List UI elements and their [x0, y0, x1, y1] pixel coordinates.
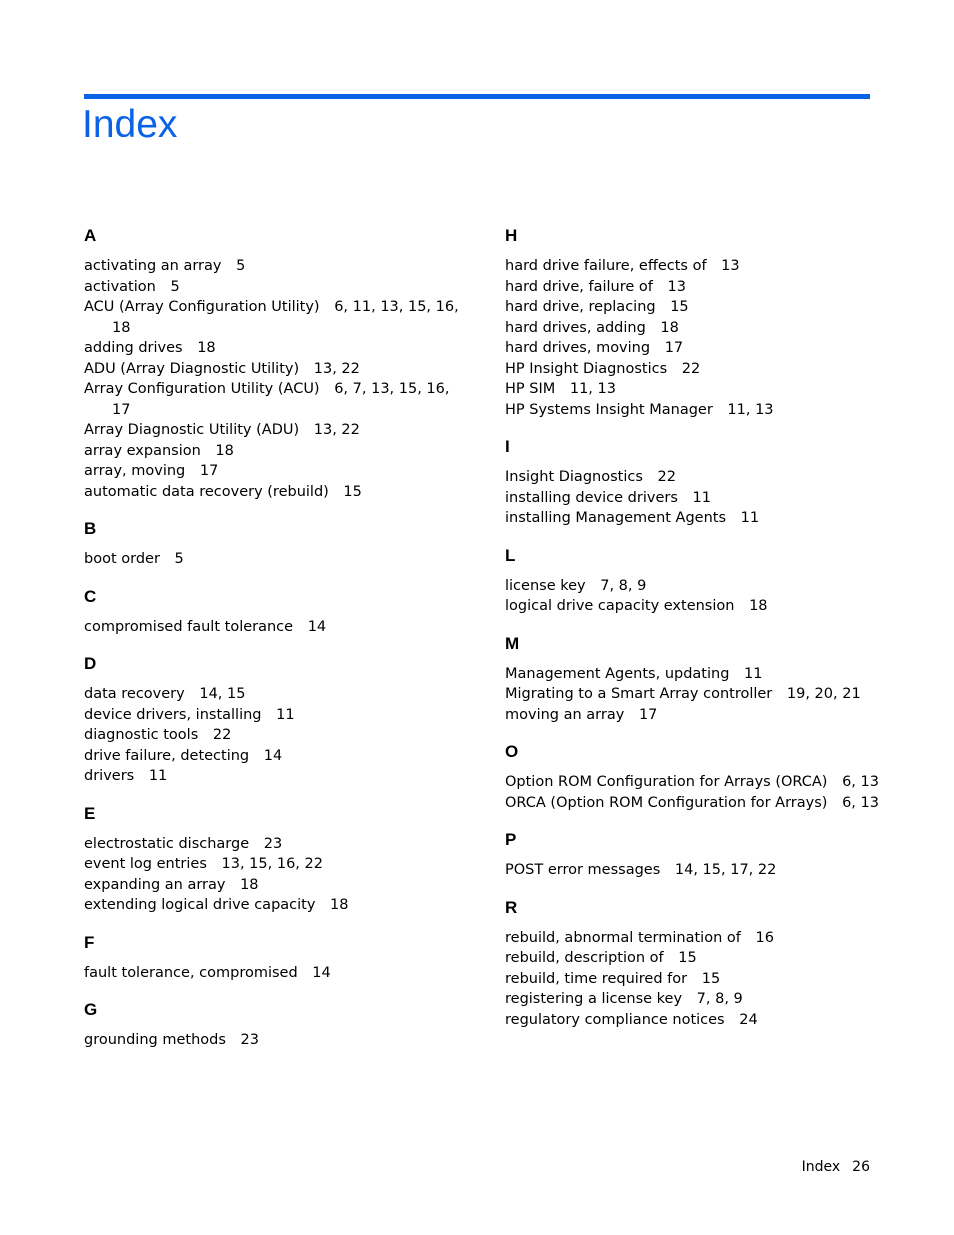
index-term: fault tolerance, compromised: [84, 964, 298, 981]
index-page-refs[interactable]: 7, 8, 9: [696, 991, 743, 1007]
index-term: Insight Diagnostics: [505, 469, 643, 485]
index-section-p: [505, 828, 885, 881]
index-entry: [505, 359, 885, 380]
index-entry: [84, 461, 464, 482]
footer-label: Index: [801, 1159, 841, 1175]
index-page-refs[interactable]: 14: [307, 618, 327, 635]
index-entry: [84, 420, 464, 441]
index-page-refs[interactable]: 13, 22: [313, 360, 360, 377]
index-entry: [84, 441, 464, 462]
index-page-refs[interactable]: 19, 20, 21: [786, 686, 861, 702]
index-term: array, moving: [84, 463, 186, 479]
index-term: diagnostic tools: [84, 727, 199, 743]
index-page-refs[interactable]: 6, 13: [842, 774, 879, 790]
page-footer: [802, 1157, 870, 1177]
index-section-f: [84, 931, 464, 984]
index-page-refs[interactable]: 18: [660, 319, 679, 336]
index-page-refs[interactable]: 14, 15, 17, 22: [674, 862, 777, 878]
page-title: Index: [82, 103, 178, 146]
index-entry: [505, 928, 885, 949]
index-term: boot order: [84, 551, 160, 567]
index-page-refs[interactable]: 5: [170, 278, 180, 295]
index-entry: [84, 359, 464, 380]
index-term: Option ROM Configuration for Arrays (ORCA): [505, 774, 828, 790]
index-page-refs[interactable]: 11: [276, 706, 295, 723]
index-entry: [505, 1010, 885, 1031]
section-letter: C: [84, 586, 97, 606]
index-page-refs[interactable]: 24: [739, 1011, 758, 1028]
section-letter: B: [84, 519, 97, 538]
index-term: registering a license key: [505, 991, 683, 1007]
index-term: drivers: [84, 768, 135, 784]
index-entry: [505, 338, 885, 359]
index-entry: [505, 705, 885, 726]
index-term: Management Agents, updating: [505, 665, 730, 682]
index-term: electrostatic discharge: [84, 835, 250, 852]
index-entry: [505, 400, 885, 421]
index-entry: [84, 746, 464, 767]
index-term: device drivers, installing: [84, 706, 262, 723]
index-page-refs[interactable]: 6, 11, 13, 15, 16, 18: [112, 299, 459, 336]
index-page-refs[interactable]: 6, 7, 13, 15, 16, 17: [112, 381, 450, 418]
index-page-refs[interactable]: 18: [197, 340, 216, 356]
index-term: rebuild, description of: [505, 950, 664, 966]
index-entry: [84, 684, 464, 705]
index-entry: [84, 705, 464, 726]
index-page-refs[interactable]: 5: [174, 551, 184, 567]
index-page-refs[interactable]: 23: [240, 1032, 259, 1048]
section-letter: F: [84, 932, 95, 952]
index-page-refs[interactable]: 14, 15: [199, 686, 246, 702]
footer-page-number: 26: [852, 1159, 870, 1175]
index-term: ACU (Array Configuration Utility): [84, 299, 320, 315]
index-entry: [84, 1030, 464, 1051]
index-term: Migrating to a Smart Array controller: [505, 686, 773, 702]
index-page-refs[interactable]: 5: [236, 258, 246, 274]
index-section-b: [84, 517, 464, 570]
index-page-refs[interactable]: 18: [240, 876, 259, 893]
index-entry: [84, 834, 464, 855]
index-term: array expansion: [84, 442, 201, 459]
index-term: automatic data recovery (rebuild): [84, 483, 329, 500]
index-entry: [505, 256, 885, 277]
index-entry: [84, 482, 464, 503]
index-page-refs[interactable]: 16: [755, 929, 774, 946]
index-entry: [84, 338, 464, 359]
index-term: event log entries: [84, 856, 207, 872]
index-page-refs[interactable]: 11, 13: [569, 381, 616, 397]
index-page-refs[interactable]: 17: [199, 463, 219, 479]
index-page-refs[interactable]: 13: [721, 258, 740, 274]
index-term: extending logical drive capacity: [84, 897, 316, 913]
index-term: activating an array: [84, 258, 222, 274]
index-entry: [505, 969, 885, 990]
index-page-refs[interactable]: 14: [263, 747, 283, 764]
index-page-refs[interactable]: 13: [667, 278, 686, 295]
index-entry: [84, 895, 464, 916]
index-page-refs[interactable]: 11: [744, 665, 763, 682]
index-page-refs[interactable]: 22: [681, 360, 701, 377]
index-entry: [84, 875, 464, 896]
index-entry: [505, 379, 885, 400]
index-entry: [505, 297, 885, 318]
index-term: hard drive, replacing: [505, 299, 656, 315]
index-page-refs[interactable]: 7, 8, 9: [600, 577, 647, 594]
index-term: logical drive capacity extension: [505, 598, 735, 614]
index-term: HP Systems Insight Manager: [505, 401, 713, 418]
index-page-refs[interactable]: 11: [740, 510, 760, 526]
index-term: regulatory compliance notices: [505, 1011, 725, 1028]
index-page-refs[interactable]: 15: [670, 299, 689, 315]
index-term: license key: [505, 577, 586, 594]
index-page-refs[interactable]: 18: [215, 442, 234, 459]
index-term: installing device drivers: [505, 489, 678, 506]
index-page-refs[interactable]: 18: [330, 897, 349, 913]
index-section-i: [505, 435, 885, 529]
index-entry: [505, 860, 885, 881]
index-section-h: [505, 224, 885, 420]
index-entry: [505, 989, 885, 1010]
index-page-refs[interactable]: 17: [638, 706, 658, 723]
index-entry: [84, 963, 464, 984]
section-letter: L: [505, 545, 516, 565]
index-term: Array Configuration Utility (ACU): [84, 381, 320, 397]
index-entry: [505, 948, 885, 969]
index-page-refs[interactable]: 14: [312, 964, 331, 981]
index-entry: [84, 549, 464, 570]
index-entry: [84, 854, 464, 875]
index-entry: [84, 277, 464, 298]
index-entry: [505, 772, 885, 793]
index-page-refs[interactable]: 11: [692, 489, 711, 506]
index-page-refs[interactable]: 6, 13: [842, 794, 879, 811]
index-page-refs[interactable]: 17: [664, 340, 684, 356]
index-section-d: [84, 652, 464, 787]
index-section-e: [84, 802, 464, 916]
index-entry: [84, 256, 464, 277]
index-entry: [505, 467, 885, 488]
index-entry: [505, 793, 885, 814]
index-page-refs[interactable]: 15: [343, 483, 362, 500]
index-term: hard drive, failure of: [505, 278, 653, 295]
index-term: hard drive failure, effects of: [505, 258, 707, 274]
index-entry: [84, 379, 464, 420]
section-letter: O: [505, 742, 519, 761]
index-term: data recovery: [84, 686, 185, 702]
index-entry: [505, 684, 885, 705]
index-term: installing Management Agents: [505, 510, 727, 526]
index-term: activation: [84, 278, 156, 295]
section-letter: G: [84, 1000, 98, 1019]
index-entry: [505, 576, 885, 597]
index-entry: [84, 617, 464, 638]
section-letter: A: [84, 226, 97, 245]
section-letter: H: [505, 226, 518, 245]
index-term: compromised fault tolerance: [84, 618, 294, 635]
index-page-refs[interactable]: 11: [148, 768, 168, 784]
index-page-refs[interactable]: 13, 22: [313, 422, 360, 438]
index-entry: [505, 277, 885, 298]
index-term: hard drives, moving: [505, 340, 651, 356]
index-page-refs[interactable]: 18: [749, 598, 768, 614]
index-page-refs[interactable]: 13, 15, 16, 22: [221, 856, 323, 872]
section-letter: D: [84, 654, 97, 673]
index-term: adding drives: [84, 340, 183, 356]
index-term: hard drives, adding: [505, 319, 646, 336]
section-letter: P: [505, 830, 517, 849]
index-section-m: [505, 632, 885, 726]
index-entry: [505, 318, 885, 339]
index-term: moving an array: [505, 706, 625, 723]
index-section-a: [84, 224, 464, 502]
index-page-refs[interactable]: 15: [678, 950, 697, 966]
index-page-refs[interactable]: 15: [701, 970, 721, 987]
section-letter: R: [505, 897, 518, 917]
index-term: POST error messages: [505, 862, 661, 878]
index-term: drive failure, detecting: [84, 747, 250, 764]
index-page-refs[interactable]: 11, 13: [727, 401, 774, 418]
index-term: HP Insight Diagnostics: [505, 360, 668, 377]
index-section-o: [505, 740, 885, 813]
index-entry: [84, 725, 464, 746]
section-letter: E: [84, 803, 96, 823]
index-term: grounding methods: [84, 1032, 226, 1048]
section-letter: M: [505, 633, 520, 653]
index-entry: [505, 508, 885, 529]
index-column-right: [505, 224, 885, 1045]
index-entry: [84, 297, 464, 338]
index-entry: [84, 766, 464, 787]
index-entry: [505, 664, 885, 685]
index-term: Array Diagnostic Utility (ADU): [84, 422, 300, 438]
index-term: ADU (Array Diagnostic Utility): [84, 360, 300, 377]
index-section-l: [505, 544, 885, 617]
index-section-g: [84, 998, 464, 1051]
index-term: rebuild, abnormal termination of: [505, 929, 741, 946]
section-letter: I: [505, 437, 510, 456]
index-column-left: [84, 224, 464, 1066]
index-page-refs[interactable]: 22: [212, 727, 232, 743]
index-section-r: [505, 896, 885, 1031]
index-term: rebuild, time required for: [505, 970, 688, 987]
index-page-refs[interactable]: 23: [263, 835, 283, 852]
index-term: HP SIM: [505, 381, 556, 397]
index-entry: [505, 596, 885, 617]
index-entry: [505, 488, 885, 509]
index-page-refs[interactable]: 22: [657, 469, 676, 485]
index-term: expanding an array: [84, 876, 226, 893]
title-rule: [84, 94, 870, 99]
index-term: ORCA (Option ROM Configuration for Arrays): [505, 794, 828, 811]
index-section-c: [84, 585, 464, 638]
